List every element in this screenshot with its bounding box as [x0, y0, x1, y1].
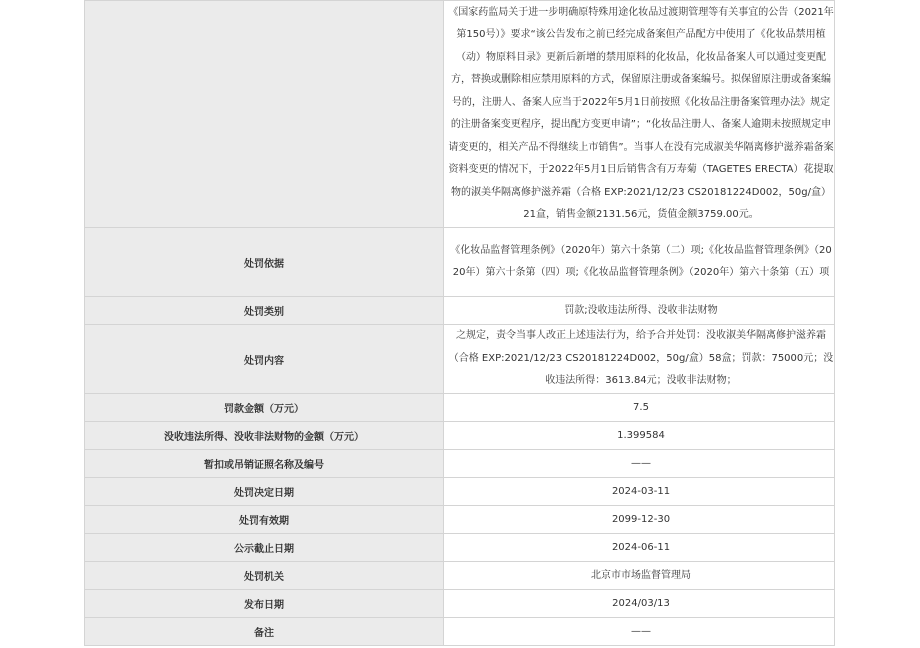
content-text: 之规定，责令当事人改正上述违法行为，给予合并处罚：没收淑美华隔离修护滋养霜（合格 EXP:2021/12/23 CS20181224D002，50g/盒）58盒；罚款：75000元；没收违法所得：3613.84元；没收非法财物；: [448, 330, 834, 387]
row-value-remarks: [444, 618, 835, 646]
publicity-end-text: 2024-06-11: [611, 542, 671, 553]
row-label-fine-amount: 罚款金额（万元）: [85, 394, 444, 422]
row-value-license: [444, 450, 835, 478]
row-value-confiscated-amount: [444, 422, 835, 450]
confiscated-amount-text: 1.399584: [617, 430, 665, 441]
table-row-remarks: [85, 618, 835, 646]
table-row-basis: [85, 228, 835, 297]
table-row-license: [85, 450, 835, 478]
row-value-basis: [444, 228, 835, 297]
row-label-confiscated-amount: 没收违法所得、没收非法财物的金额（万元）: [85, 422, 444, 450]
row-label-publicity-end: 公示截止日期: [85, 534, 444, 562]
row-label-publish-date: 发布日期: [85, 590, 444, 618]
table-row-category: [85, 297, 835, 325]
row-label-facts: [85, 1, 444, 228]
row-value-category: [444, 297, 835, 325]
row-value-facts: [444, 1, 835, 228]
row-label-validity: 处罚有效期: [85, 506, 444, 534]
table-row-decision-date: [85, 478, 835, 506]
row-label-decision-date: 处罚决定日期: [85, 478, 444, 506]
license-text: ——: [631, 458, 651, 469]
basis-text: 《化妆品监督管理条例》（2020年）第六十条第（二）项;《化妆品监督管理条例》（2020年）第六十条第（四）项;《化妆品监督管理条例》（2020年）第六十条第（五）项: [450, 244, 832, 278]
row-value-fine-amount: [444, 394, 835, 422]
table-row-publish-date: [85, 590, 835, 618]
fine-amount-text: 7.5: [633, 402, 649, 413]
table-row-content: [85, 325, 835, 394]
table-row-authority: [85, 562, 835, 590]
remarks-text: ——: [631, 626, 651, 637]
row-value-publish-date: [444, 590, 835, 618]
category-text: 罚款;没收违法所得、没收非法财物: [564, 305, 718, 316]
table-row-facts: [85, 1, 835, 228]
row-label-content: 处罚内容: [85, 325, 444, 394]
table-row-fine-amount: [85, 394, 835, 422]
table-row-publicity-end: [85, 534, 835, 562]
row-label-authority: 处罚机关: [85, 562, 444, 590]
row-label-category: 处罚类别: [85, 297, 444, 325]
validity-text: 2099-12-30: [611, 514, 671, 525]
row-value-decision-date: [444, 478, 835, 506]
facts-text: 《国家药监局关于进一步明确原特殊用途化妆品过渡期管理等有关事宜的公告（2021年第150号）》要求“该公告发布之前已经完成备案但产品配方中使用了《化妆品禁用植（动）物原料目录》更新后新增的禁用原料的化妆品，化妆品备案人可以通过变更配方，替换或删除相应禁用原料的方式，保留原注册或备案编号。拟保留原注册或备案编号的，注册人、备案人应当于2022年5月1日前按照《化妆品注册备案管理办法》规定的注册备案变更程序，提出配方变更申请”；“化妆品注册人、备案人逾期未按照规定申请变更的，相关产品不得继续上市销售”。当事人在没有完成淑美华隔离修护滋养霜备案资料变更的情况下，于2022年5月1日后销售含有万寿菊（TAGETES ERECTA）花提取物的淑美华隔离修护滋养霜（合格 EXP:2021/12/23 CS20181224D002，50g/盒）21盒，销售金额2131.56元，货值金额3759.00元。: [448, 6, 834, 220]
decision-date-text: 2024-03-11: [611, 486, 671, 497]
row-value-content: [444, 325, 835, 394]
penalty-record-table: [84, 0, 835, 646]
row-value-publicity-end: [444, 534, 835, 562]
row-label-license: 暂扣或吊销证照名称及编号: [85, 450, 444, 478]
table-row-validity: [85, 506, 835, 534]
row-label-basis: 处罚依据: [85, 228, 444, 297]
publish-date-text: 2024/03/13: [612, 598, 670, 609]
row-label-remarks: 备注: [85, 618, 444, 646]
row-value-authority: [444, 562, 835, 590]
row-value-validity: [444, 506, 835, 534]
authority-text: 北京市市场监督管理局: [591, 570, 691, 581]
table-row-confiscated-amount: [85, 422, 835, 450]
